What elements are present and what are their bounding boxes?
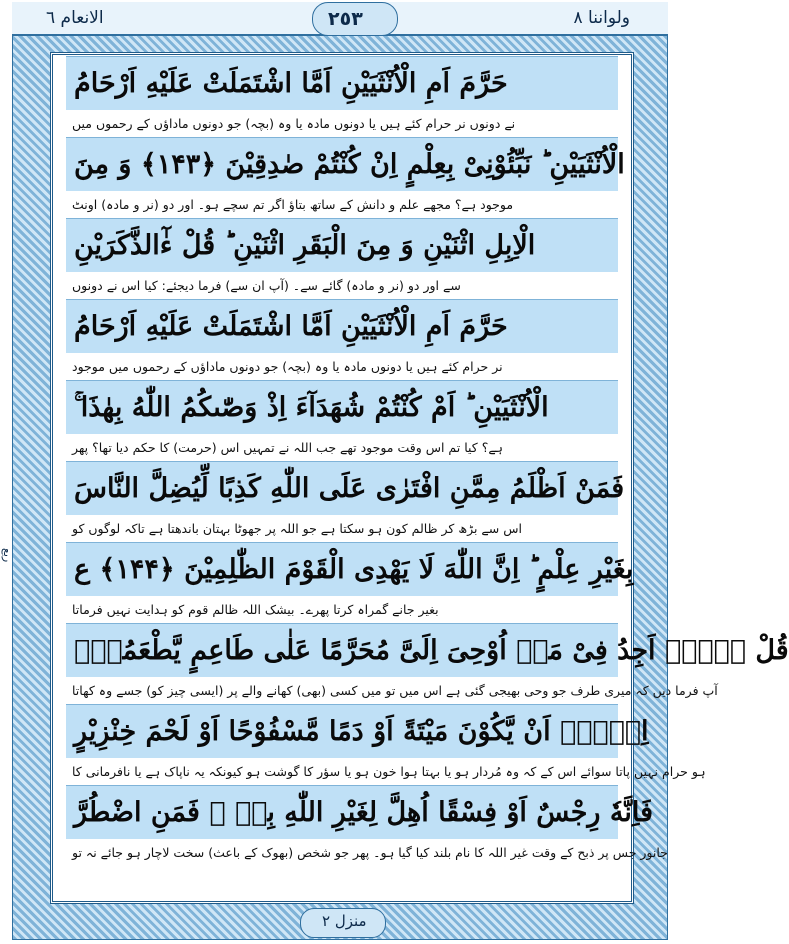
urdu-translation-line: نے دونوں نر حرام کئے ہیں یا دونوں مادہ یا وہ (بچہ) جو دونوں ماداؤں کے رحموں میں bbox=[66, 110, 618, 137]
arabic-line: الْاُنْثَيَيْنِ ؕ اَمْ كُنْتُمْ شُهَدَآءَ اِذْ وَصّٰىكُمُ اللّٰهُ بِهٰذَا ۚ bbox=[66, 380, 618, 434]
manzil-label: منزل ٢ bbox=[322, 912, 367, 930]
urdu-translation-line: سے اور دو (نر و مادہ) گائے سے۔ (آپ ان سے) فرما دیجئے: کیا اس نے دونوں bbox=[66, 272, 618, 299]
para-name: ولواننا ٨ bbox=[573, 8, 630, 28]
arabic-line: قُلْ لَّاۤ اَجِدُ فِیْ مَاۤ اُوْحِیَ اِلَیَّ مُحَرَّمًا عَلٰى طَاعِمٍ یَّطْعَمُهٗۤ bbox=[66, 623, 618, 677]
urdu-translation-line: موجود ہے؟ مجھے علم و دانش کے ساتھ بتاؤ اگر تم سچے ہو۔ اور دو (نر و مادہ) اونٹ bbox=[66, 191, 618, 218]
header-strip bbox=[12, 2, 668, 36]
urdu-translation-line: ہے؟ کیا تم اس وقت موجود تھے جب اللہ نے تمہیں اس (حرمت) کا حکم دیا تھا؟ پھر bbox=[66, 434, 618, 461]
urdu-translation-line: اس سے بڑھ کر ظالم کون ہو سکتا ہے جو اللہ پر جھوٹا بہتان باندھتا ہے تاکہ لوگوں کو bbox=[66, 515, 618, 542]
page-content bbox=[66, 56, 789, 902]
urdu-translation-line: بغیر جانے گمراہ کرتا پھرے۔ بیشک اللہ ظالم قوم کو ہدایت نہیں فرماتا bbox=[66, 596, 618, 623]
urdu-translation-line: نر حرام کئے ہیں یا دونوں مادہ یا وہ (بچہ) جو دونوں ماداؤں کے رحموں میں موجود bbox=[66, 353, 618, 380]
surah-name: الانعام ٦ bbox=[46, 8, 104, 28]
urdu-translation-line: آپ فرما دیں کہ میری طرف جو وحی بھیجی گئی ہے اس میں تو میں کسی (بھی) کھانے والے پر (ایسی چیز کو) جسے وہ کھاتا bbox=[66, 677, 618, 704]
arabic-line: اِلَّاۤ اَنْ یَّكُوْنَ مَیْتَةً اَوْ دَمًا مَّسْفُوْحًا اَوْ لَحْمَ خِنْزِیْرٍ bbox=[66, 704, 618, 758]
arabic-line: حَرَّمَ اَمِ الْاُنْثَيَيْنِ اَمَّا اشْتَمَلَتْ عَلَيْهِ اَرْحَامُ bbox=[66, 299, 618, 353]
arabic-line: الْاِبِلِ اثْنَیْنِ وَ مِنَ الْبَقَرِ اثْنَیْنِ ؕ قُلْ ءٰٓالذَّكَرَیْنِ bbox=[66, 218, 618, 272]
urdu-translation-line: جانور جس پر ذبح کے وقت غیر اللہ کا نام بلند کیا گیا ہو۔ پھر جو شخص (بھوک کے باعث) سخت لاچار ہو جائے نہ تو bbox=[66, 839, 618, 866]
page-number: ٢٥٣ bbox=[328, 8, 363, 30]
arabic-line: فَاِنَّهٗ رِجْسٌ اَوْ فِسْقًا اُهِلَّ لِغَیْرِ اللّٰهِ بِهٖ ۚ فَمَنِ اضْطُرَّ bbox=[66, 785, 618, 839]
arabic-line: حَرَّمَ اَمِ الْاُنْثَيَيْنِ اَمَّا اشْتَمَلَتْ عَلَيْهِ اَرْحَامُ bbox=[66, 56, 618, 110]
arabic-line: فَمَنْ اَظْلَمُ مِمَّنِ افْتَرٰى عَلَى اللّٰهِ كَذِبًا لِّیُضِلَّ النَّاسَ bbox=[66, 461, 618, 515]
arabic-line: الْاُنْثَيَيْنِ ؕ نَبِّئُوْنِیْ بِعِلْمٍ اِنْ كُنْتُمْ صٰدِقِیْنَ ﴿۱۴۳﴾ وَ مِنَ bbox=[66, 137, 618, 191]
arabic-line: بِغَیْرِ عِلْمٍ ؕ اِنَّ اللّٰهَ لَا یَهْدِی الْقَوْمَ الظّٰلِمِیْنَ ﴿۱۴۴﴾ ع bbox=[66, 542, 618, 596]
urdu-translation-line: ہو حرام نہیں پاتا سوائے اس کے کہ وہ مُردار ہو یا بہتا ہوا خون ہو یا سؤر کا گوشت ہو کیونکہ یہ ناپاک ہے یا نافرمانی کا bbox=[66, 758, 618, 785]
ruku-marker: ربع bbox=[1, 548, 14, 563]
